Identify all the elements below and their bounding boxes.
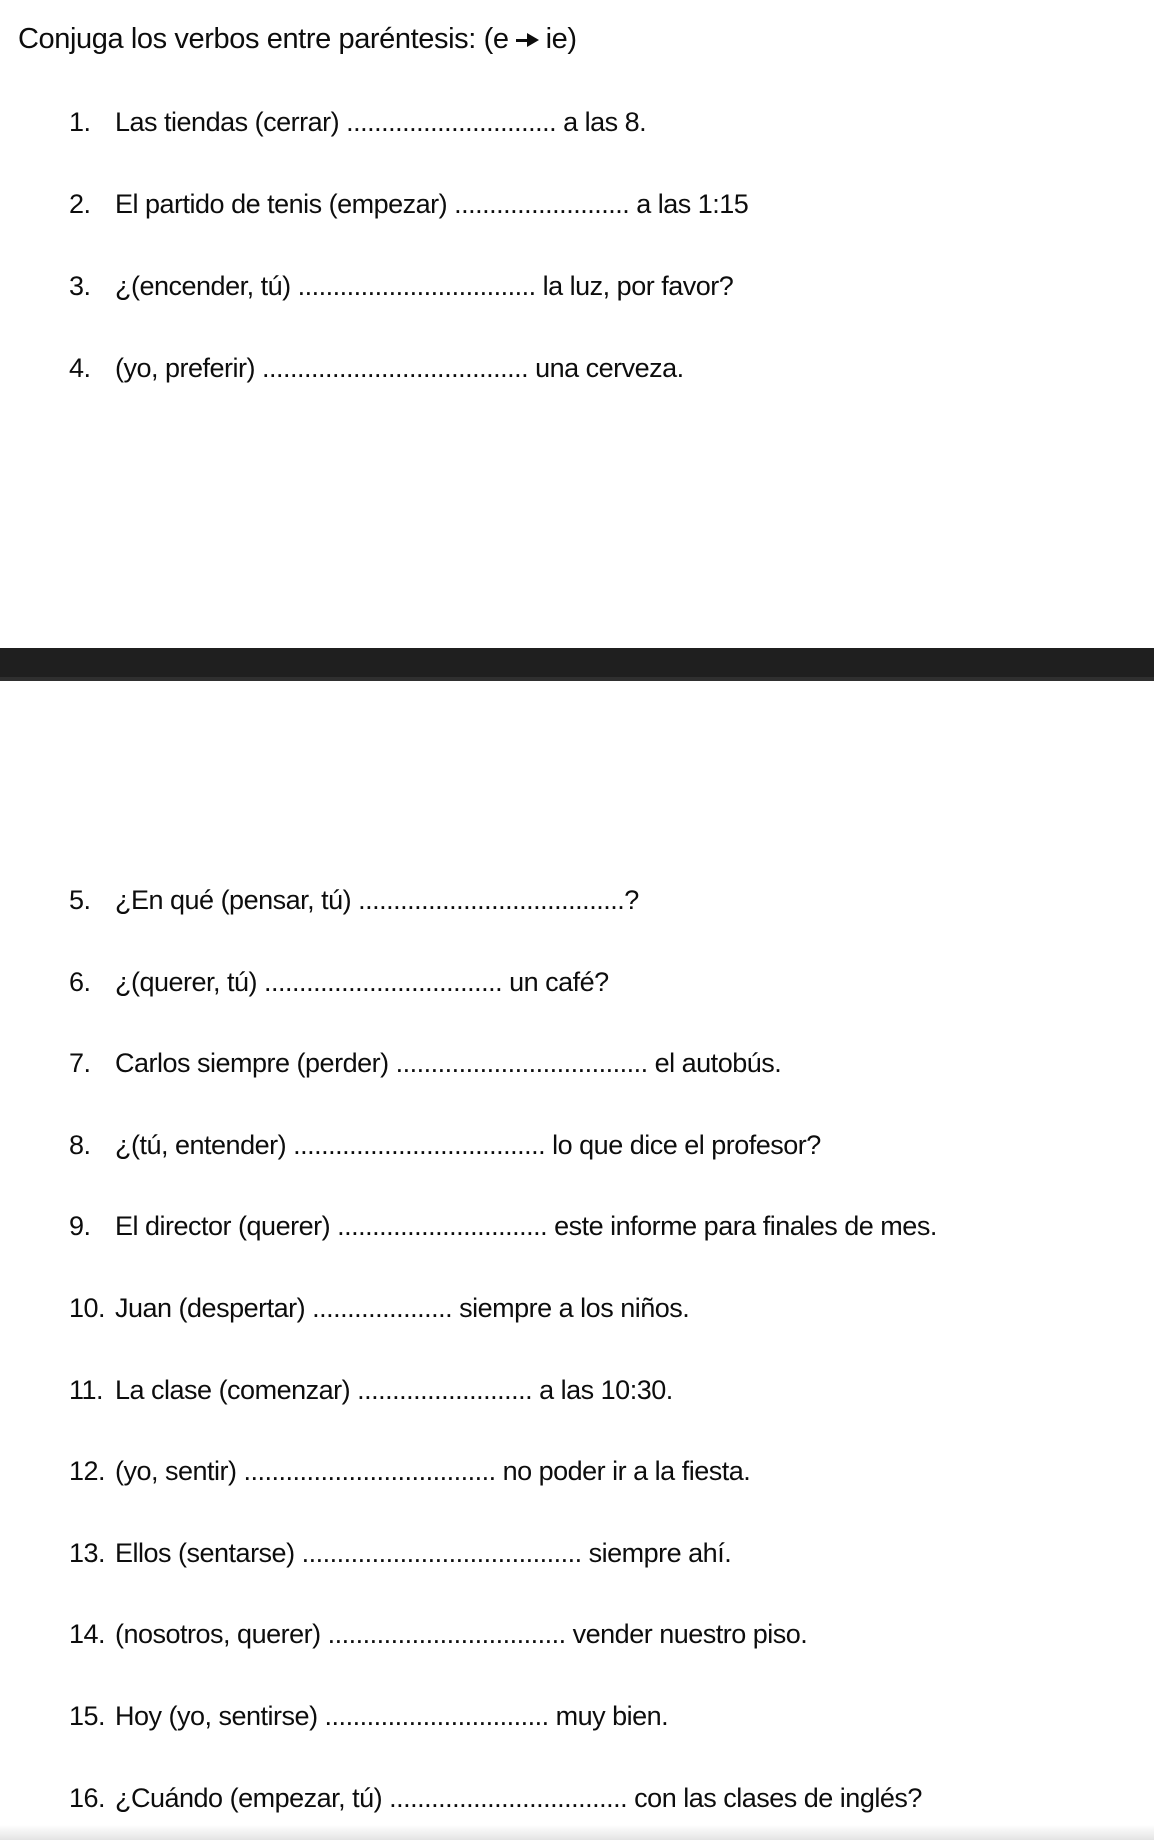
exercise-item xyxy=(69,352,1124,386)
item-number: 7. xyxy=(69,1048,91,1079)
item-text: (yo, preferir) ...................................... una cerveza. xyxy=(115,353,684,383)
exercise-item xyxy=(69,1210,1124,1244)
exercise-item xyxy=(69,188,1124,222)
page-edge-shadow xyxy=(0,1825,1154,1840)
item-text: ¿(tú, entender) .................................... lo que dice el profesor? xyxy=(115,1129,821,1160)
item-number: 14. xyxy=(69,1619,106,1650)
right-arrow-stem xyxy=(516,39,527,42)
exercise-item xyxy=(69,1292,1124,1326)
item-text: El director (querer) .............................. este informe para finales de mes. xyxy=(115,1211,937,1242)
item-number: 10. xyxy=(69,1293,106,1323)
item-number: 8. xyxy=(69,1129,91,1160)
exercise-item xyxy=(69,1782,1124,1816)
item-number: 13. xyxy=(69,1537,106,1568)
item-number: 11. xyxy=(69,1374,104,1405)
item-number: 2. xyxy=(69,189,91,219)
worksheet-title-suffix: ie) xyxy=(545,23,577,55)
item-number: 3. xyxy=(69,271,91,301)
right-arrow-head xyxy=(527,33,539,47)
item-number: 6. xyxy=(69,966,91,997)
exercise-item xyxy=(69,1618,1124,1652)
item-text: Hoy (yo, sentirse) ................................ muy bien. xyxy=(115,1701,669,1731)
worksheet-title-prefix: Conjuga los verbos entre paréntesis: (e xyxy=(18,23,509,55)
item-text: Juan (despertar) .................... siempre a los niños. xyxy=(115,1293,690,1323)
exercise-item xyxy=(69,1047,1124,1081)
worksheet-title xyxy=(18,22,577,57)
exercise-item xyxy=(69,966,1124,1000)
item-number: 16. xyxy=(69,1782,106,1813)
exercise-item xyxy=(69,106,1124,140)
exercise-item xyxy=(69,1374,1124,1408)
item-number: 1. xyxy=(69,107,91,137)
item-text: (nosotros, querer) .................................. vender nuestro piso. xyxy=(115,1619,808,1650)
exercise-item xyxy=(69,1537,1124,1571)
item-text: El partido de tenis (empezar) ......................... a las 1:15 xyxy=(115,189,749,219)
exercise-item xyxy=(69,1129,1124,1163)
item-number: 9. xyxy=(69,1211,91,1242)
item-text: Carlos siempre (perder) .................................... el autobús. xyxy=(115,1048,782,1079)
exercise-item xyxy=(69,1455,1124,1489)
item-text: Las tiendas (cerrar) .............................. a las 8. xyxy=(115,107,647,137)
exercise-item xyxy=(69,884,1124,918)
item-number: 15. xyxy=(69,1701,106,1731)
exercise-item xyxy=(69,1700,1124,1734)
item-text: Ellos (sentarse) ........................................ siempre ahí. xyxy=(115,1537,732,1568)
item-text: ¿Cuándo (empezar, tú) .................................. con las clases de inglés? xyxy=(115,1782,922,1813)
page-divider xyxy=(0,648,1154,681)
item-number: 4. xyxy=(69,353,91,383)
item-number: 12. xyxy=(69,1456,106,1487)
item-number: 5. xyxy=(69,885,91,915)
right-arrow-icon xyxy=(516,33,539,47)
item-text: ¿(encender, tú) .................................. la luz, por favor? xyxy=(115,271,734,301)
item-text: La clase (comenzar) ......................... a las 10:30. xyxy=(115,1374,673,1405)
exercise-item xyxy=(69,270,1124,304)
item-text: (yo, sentir) .................................... no poder ir a la fiesta. xyxy=(115,1456,751,1487)
item-text: ¿(querer, tú) .................................. un café? xyxy=(115,966,609,997)
item-text: ¿En qué (pensar, tú) ......................................? xyxy=(115,885,639,915)
